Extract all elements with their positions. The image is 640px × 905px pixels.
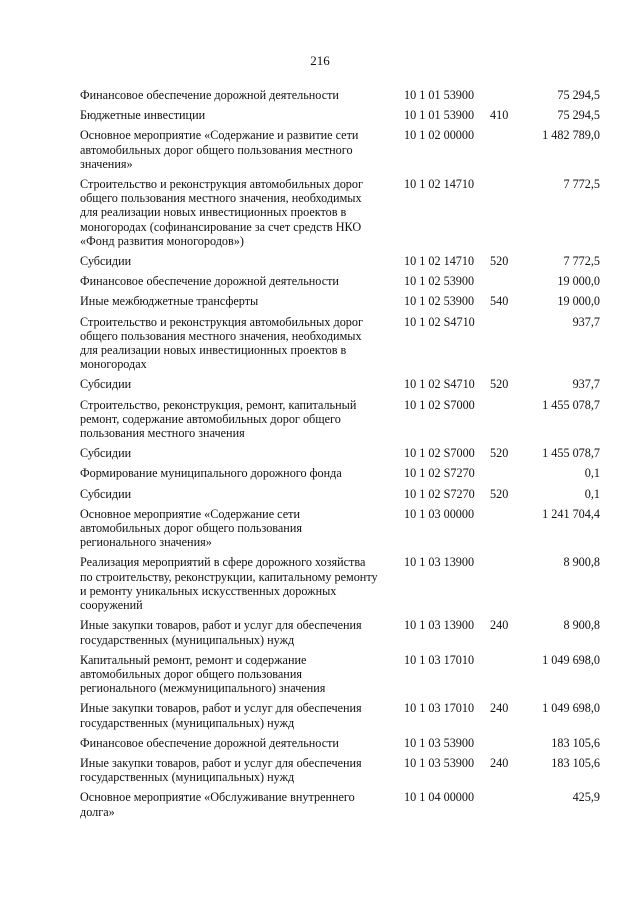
item-amount: 75 294,5 bbox=[557, 88, 600, 102]
item-name: Финансовое обеспечение дорожной деятельности bbox=[80, 88, 339, 102]
expense-type: 520 bbox=[490, 486, 509, 501]
item-code: 10 1 01 53900 bbox=[404, 88, 475, 102]
item-name: Реализация мероприятий в сфере дорожного хозяйства по строительству, реконструкции, капитальному ремонту и ремонту уникальных искусственных дорожных сооружений bbox=[80, 555, 378, 613]
table-row bbox=[80, 294, 600, 308]
table-row bbox=[80, 128, 600, 171]
item-code: 10 1 03 17010 bbox=[404, 652, 475, 667]
item-code: 10 1 02 S4710 bbox=[404, 377, 475, 392]
item-amount: 19 000,0 bbox=[557, 294, 600, 309]
item-code: 10 1 03 13900 bbox=[404, 618, 475, 633]
expense-type bbox=[490, 398, 516, 441]
expense-type bbox=[490, 315, 516, 372]
item-code: 10 1 02 S7000 bbox=[404, 397, 475, 412]
item-amount: 8 900,8 bbox=[563, 555, 600, 570]
item-code: 10 1 02 14710 bbox=[404, 177, 475, 192]
item-amount: 1 241 704,4 bbox=[542, 506, 600, 521]
table-row bbox=[80, 446, 600, 460]
item-name: Иные межбюджетные трансферты bbox=[80, 294, 259, 309]
expense-type bbox=[490, 128, 516, 171]
item-amount: 1 049 698,0 bbox=[542, 652, 600, 667]
expense-type bbox=[490, 274, 516, 288]
table-row bbox=[80, 88, 600, 102]
item-name: Бюджетные инвестиции bbox=[80, 108, 206, 123]
item-amount: 0,1 bbox=[584, 486, 600, 501]
table-row bbox=[80, 756, 600, 784]
item-amount: 0,1 bbox=[584, 466, 600, 481]
table-row bbox=[80, 274, 600, 288]
item-code: 10 1 02 14710 bbox=[404, 254, 475, 269]
item-name: Строительство и реконструкция автомобильных дорог общего пользования местного значения, необходимых для реализации новых инвестиционных проектов в моногородах bbox=[80, 314, 363, 372]
item-code: 10 1 02 S4710 bbox=[404, 314, 475, 329]
item-amount: 183 105,6 bbox=[551, 755, 600, 770]
item-name: Иные закупки товаров, работ и услуг для обеспечения государственных (муниципальных) нужд bbox=[80, 618, 362, 647]
expense-type bbox=[490, 88, 516, 102]
expense-type bbox=[490, 790, 516, 818]
item-name: Строительство и реконструкция автомобильных дорог общего пользования местного значения, необходимых для реализации новых инвестиционных проектов в моногородах (софинансирование за счет средств НКО «Фонд развития моногородов») bbox=[80, 177, 363, 248]
item-code: 10 1 03 53900 bbox=[404, 735, 475, 750]
table-row bbox=[80, 377, 600, 391]
expense-type: 520 bbox=[490, 377, 509, 392]
item-code: 10 1 02 S7270 bbox=[404, 466, 475, 481]
item-name: Финансовое обеспечение дорожной деятельности bbox=[80, 274, 339, 289]
item-amount: 937,7 bbox=[572, 377, 600, 392]
item-name: Финансовое обеспечение дорожной деятельности bbox=[80, 735, 339, 750]
item-name: Основное мероприятие «Содержание и развитие сети автомобильных дорог общего пользования местного значения» bbox=[80, 128, 359, 171]
item-name: Субсидии bbox=[80, 486, 132, 501]
item-code: 10 1 01 53900 bbox=[404, 108, 475, 123]
table-row bbox=[80, 254, 600, 268]
expense-type bbox=[490, 555, 516, 612]
item-name: Основное мероприятие «Обслуживание внутреннего долга» bbox=[80, 790, 355, 819]
item-code: 10 1 03 17010 bbox=[404, 701, 475, 716]
table-row bbox=[80, 487, 600, 501]
item-amount: 8 900,8 bbox=[563, 618, 600, 633]
item-code: 10 1 03 53900 bbox=[404, 755, 475, 770]
table-row bbox=[80, 398, 600, 441]
item-amount: 425,9 bbox=[572, 790, 600, 805]
expense-type bbox=[490, 653, 516, 696]
item-name: Иные закупки товаров, работ и услуг для обеспечения государственных (муниципальных) нужд bbox=[80, 755, 362, 785]
table-row bbox=[80, 108, 600, 122]
table-row bbox=[80, 315, 600, 372]
item-amount: 1 482 789,0 bbox=[542, 128, 600, 143]
table-row bbox=[80, 618, 600, 646]
item-amount: 183 105,6 bbox=[551, 735, 600, 750]
table-row bbox=[80, 555, 600, 612]
expense-type bbox=[490, 466, 516, 480]
table-row bbox=[80, 466, 600, 480]
expense-type: 540 bbox=[490, 294, 509, 309]
expense-type bbox=[490, 736, 516, 750]
expense-type: 240 bbox=[490, 755, 509, 770]
item-code: 10 1 03 00000 bbox=[404, 506, 475, 521]
item-amount: 937,7 bbox=[572, 314, 600, 329]
item-name: Субсидии bbox=[80, 446, 132, 461]
item-code: 10 1 04 00000 bbox=[404, 790, 475, 805]
item-code: 10 1 02 S7270 bbox=[404, 486, 475, 501]
item-code: 10 1 02 53900 bbox=[404, 294, 475, 309]
item-amount: 1 049 698,0 bbox=[542, 701, 600, 716]
page-number: 216 bbox=[310, 53, 330, 68]
table-row bbox=[80, 736, 600, 750]
expense-type bbox=[490, 507, 516, 550]
item-amount: 1 455 078,7 bbox=[542, 397, 600, 412]
item-name: Субсидии bbox=[80, 254, 132, 269]
table-row bbox=[80, 177, 600, 248]
item-code: 10 1 02 00000 bbox=[404, 128, 475, 143]
expense-type bbox=[490, 177, 516, 248]
item-code: 10 1 02 53900 bbox=[404, 274, 475, 289]
item-amount: 7 772,5 bbox=[563, 177, 600, 192]
item-amount: 19 000,0 bbox=[557, 274, 600, 289]
table-row bbox=[80, 790, 600, 818]
item-name: Строительство, реконструкция, ремонт, капитальный ремонт, содержание автомобильных дорог общего пользования местного значения bbox=[80, 397, 357, 441]
expense-type: 410 bbox=[490, 108, 509, 123]
table-row bbox=[80, 507, 600, 550]
expense-type: 240 bbox=[490, 618, 509, 633]
item-amount: 1 455 078,7 bbox=[542, 446, 600, 461]
item-name: Основное мероприятие «Содержание сети автомобильных дорог общего пользования регионального значения» bbox=[80, 506, 302, 550]
budget-table bbox=[80, 88, 600, 825]
item-name: Капитальный ремонт, ремонт и содержание автомобильных дорог общего пользования регионального (межмуниципального) значения bbox=[80, 652, 326, 696]
expense-type: 520 bbox=[490, 446, 509, 461]
item-name: Субсидии bbox=[80, 377, 132, 392]
item-code: 10 1 03 13900 bbox=[404, 555, 475, 570]
item-code: 10 1 02 S7000 bbox=[404, 446, 475, 461]
item-name: Иные закупки товаров, работ и услуг для обеспечения государственных (муниципальных) нужд bbox=[80, 701, 362, 730]
table-row bbox=[80, 653, 600, 696]
item-name: Формирование муниципального дорожного фонда bbox=[80, 466, 342, 481]
item-amount: 7 772,5 bbox=[563, 254, 600, 269]
expense-type: 240 bbox=[490, 701, 509, 716]
expense-type: 520 bbox=[490, 254, 509, 269]
table-row bbox=[80, 701, 600, 729]
item-amount: 75 294,5 bbox=[557, 108, 600, 123]
